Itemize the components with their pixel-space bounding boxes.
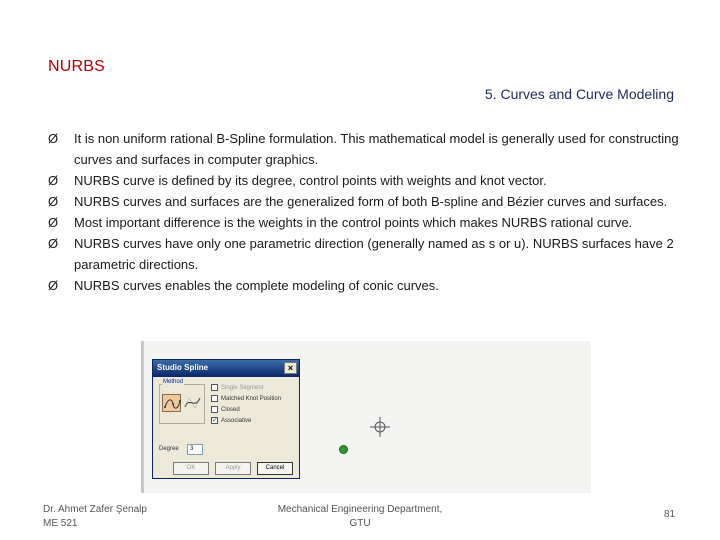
option-label: Single Segment	[221, 384, 264, 391]
course-code: ME 521	[43, 518, 78, 529]
option-associative[interactable]	[211, 415, 281, 426]
cancel-button[interactable]: Cancel	[257, 462, 293, 475]
option-single-segment[interactable]	[211, 382, 281, 393]
bullet-item	[48, 191, 688, 212]
by-poles-method-button[interactable]	[183, 394, 202, 412]
arrow-bullet-icon: Ø	[48, 278, 59, 293]
arrow-bullet-icon: Ø	[48, 173, 59, 188]
studio-spline-screenshot	[141, 341, 591, 493]
dialog-title-bar	[153, 360, 299, 377]
apply-button[interactable]: Apply	[215, 462, 251, 475]
crosshair-icon	[370, 417, 390, 437]
author-name: Dr. Ahmet Zafer Şenalp	[43, 504, 147, 515]
degree-label: Degree	[159, 446, 179, 452]
arrow-bullet-icon: Ø	[48, 131, 59, 146]
footer-author	[43, 503, 147, 531]
checkbox-icon	[211, 406, 218, 413]
by-poles-curve-icon	[183, 394, 202, 412]
checkbox-icon	[211, 384, 218, 391]
options-list	[211, 382, 281, 426]
dialog-title: Studio Spline	[157, 363, 209, 372]
option-label: Matched Knot Position	[221, 395, 282, 402]
through-points-method-button[interactable]	[162, 394, 181, 412]
bullet-list	[48, 128, 688, 296]
option-label: Closed	[221, 406, 240, 413]
control-point	[339, 445, 348, 454]
bullet-item	[48, 170, 688, 191]
arrow-bullet-icon: Ø	[48, 194, 59, 209]
university-line: GTU	[349, 518, 371, 529]
slide-subtitle: 5. Curves and Curve Modeling	[484, 86, 674, 102]
option-label: Associative	[221, 417, 252, 424]
page-number: 81	[664, 509, 676, 520]
arrow-bullet-icon: Ø	[48, 236, 59, 251]
checkbox-checked-icon: ✓	[212, 417, 218, 424]
method-label: Method	[163, 379, 184, 385]
degree-input[interactable]: 3	[187, 444, 203, 455]
bullet-text: NURBS curves and surfaces are the generalized form of both B-spline and Bézier curves and surfaces.	[74, 194, 668, 209]
department-line: Mechanical Engineering Department,	[277, 504, 443, 515]
through-points-curve-icon	[163, 395, 182, 413]
studio-spline-dialog	[152, 359, 300, 479]
method-group	[159, 379, 205, 424]
bullet-text: NURBS curve is defined by its degree, control points with weights and knot vector.	[74, 173, 547, 188]
slide-title: NURBS	[48, 58, 106, 75]
bullet-text: NURBS curves have only one parametric direction (generally named as s or u). NURBS surfaces have 2 parametric directions.	[74, 236, 674, 272]
bullet-item	[48, 275, 688, 296]
bullet-text: Most important difference is the weights in the control points which makes NURBS rational curve.	[74, 215, 633, 230]
bullet-item	[48, 212, 688, 233]
bullet-text: NURBS curves enables the complete modeling of conic curves.	[74, 278, 439, 293]
close-icon[interactable]: ×	[284, 362, 297, 374]
arrow-bullet-icon: Ø	[48, 215, 59, 230]
bullet-item	[48, 128, 688, 170]
bullet-item	[48, 233, 688, 275]
dialog-buttons	[173, 462, 293, 475]
option-closed[interactable]	[211, 404, 281, 415]
option-matched-knot-position[interactable]	[211, 393, 281, 404]
footer-department	[265, 503, 455, 531]
checkbox-icon	[211, 395, 218, 402]
ok-button[interactable]: OK	[173, 462, 209, 475]
bullet-text: It is non uniform rational B-Spline formulation. This mathematical model is generally used for constructing curves and surfaces in computer graphics.	[74, 131, 679, 167]
